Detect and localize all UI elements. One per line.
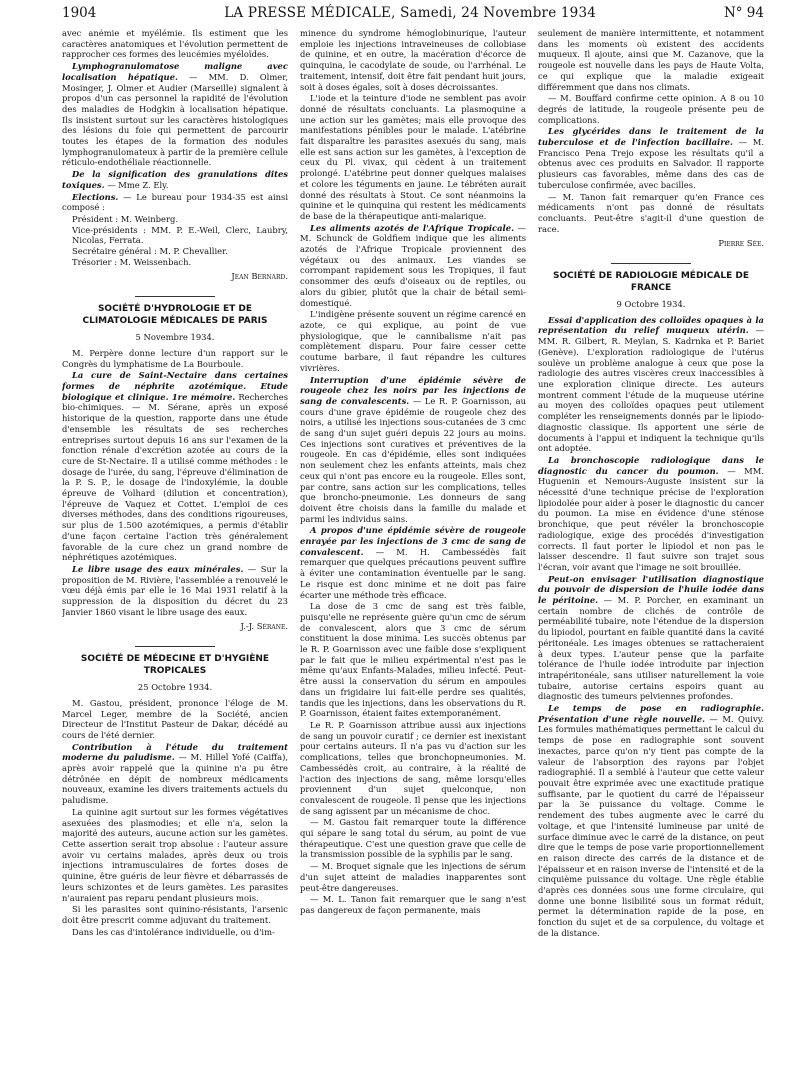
issue-number: N° 94 (723, 5, 764, 21)
article-title: Elections. (72, 191, 119, 202)
article-title: Le libre usage des eaux minérales. (72, 563, 244, 574)
signature: Jean Bernard. (231, 271, 288, 282)
paragraph (300, 525, 526, 600)
page-number: 1904 (62, 5, 97, 21)
paragraph-text: — M. Francisco Pena Trejo expose les résultats qu'il a obtenus avec ces produits en Salvador. Il rapporte plusieurs cas favorables, même dans des cas de tuberculose confirmée, avec bacilles. (538, 137, 764, 190)
paragraph-text: — MM. D. Olmer, Mosinger, J. Olmer et Audier (Marseille) signalent à propos d'un cas personnel la rapidité de l'évolution des maladies de Hodgkin à localisation hépatique. Ils insistent surtout sur les caractères histologiques des lésions du foie qui permettent de parcourir toutes les étapes de la formation des nodules lymphogranulomateux à partir de la première cellule réticulo-endothéliale réactionnelle. (62, 71, 288, 168)
paragraph (62, 564, 288, 618)
paragraph: La dose de 3 cmc de sang est très faible, puisqu'elle ne représente guère qu'un cmc de sérum de convalescent, alors que 3 cmc de sérum constituent la dose minima. Les succès obtenus par le R. P. Goarnisson avec une faible dose s'expliquent par le fait que le milieu expérimental n'est pas le même qu'aux Enfants-Malades, milieu infecté. Peut-être aussi la conservation du sérum en ampoules dans un frigidaire lui fait-elle perdre ses qualités, tandis que les injections, dans les observations du R. P. Goarnisson, étaient faites extemporanément. (300, 601, 526, 719)
paragraph (62, 370, 288, 563)
article-title: La bronchoscopie radiologique dans le diagnostic du cancer du poumon. (538, 454, 764, 476)
article-title: Les aliments azotés de l'Afrique Tropicale. (310, 222, 514, 233)
paragraph-text: — M. Schunck de Goldfiem indique que les aliments azotés de l'Afrique Tropicale proviennent des végétaux ou des animaux. Les viandes se corrompant rapidement sous les Tropiques, il faut consommer des œufs d'oiseaux ou de reptiles, ou alors du gibier, plutôt que la chair de bétail semi-domestiqué. (300, 222, 526, 308)
paragraph-text: — MM. Huguenin et Nemours-Auguste insistent sur la nécessité d'une technique précise de l'exploration lipiodolée pour aider à poser le diagnostic du cancer du poumon. La mise en évidence d'une sténose bronchique, que peut révéler la bronchoscopie radiologique, exige des procédés d'investigation corrects. Il faut porter le lipiodol et non pas le laisser descendre. Il faut suivre son trajet sous l'écran, voir avant que l'image ne soit brouillée. (538, 465, 764, 572)
paragraph: — M. Bouffard confirme cette opinion. A 8 ou 10 degrés de latitude, la rougeole présente peu de complications. (538, 93, 764, 125)
paragraph: — M. L. Tanon fait remarquer que le sang n'est pas dangereux de façon permanente, mais (300, 894, 526, 915)
paragraph: La quinine agit surtout sur les formes végétatives asexuées des plasmodies; et elle n'a, selon la majorité des auteurs, aucune action sur les gamètes. Cette assertion serait trop absolue : l'auteur assure avoir vu certains malades, après deux ou trois injections intramusculaires de fortes doses de quinine, être guéris de leur fièvre et débarrassés de leurs schizontes et de leurs gamètes. Les parasites n'auraient pas reparu pendant plusieurs mois. (62, 806, 288, 903)
paragraph-text: — M. Hillel Yofé (Caiffa), après avoir rappelé que la quinine n'a pu être détrônée en dépit de nombreux médicaments nouveaux, examine les divers traitements actuels du paludisme. (62, 752, 288, 806)
paragraph: Si les parasites sont quinino-résistants, l'arsenic doit être prescrit comme adjuvant du traitement. (62, 904, 288, 925)
paragraph: avec anémie et myélémie. Ils estiment que les caractères anatomiques et l'évolution permettent de rapprocher ces formes des leucémies myéloïdes. (62, 28, 288, 60)
list-item: Vice-présidents : MM. P. E.-Weil, Clerc, Laubry, Nicolas, Ferrata. (72, 224, 288, 246)
article-title: Interruption d'une épidémie sévère de rougeole chez les noirs par les injections de sang de convalescents. (300, 374, 526, 406)
session-date: 25 Octobre 1934. (137, 682, 213, 693)
paragraph-text: — M. H. Cambessédès fait remarquer que quelques précautions peuvent suffire à éviter une contamination éventuelle par le sang. Le risque est donc minime et ne doit pas faire écarter une méthode très efficace. (300, 546, 526, 600)
signature: J.-J. Sérane. (240, 621, 288, 632)
paragraph (538, 126, 764, 190)
paragraph (538, 574, 764, 702)
officers-list (62, 214, 288, 268)
paragraph (300, 375, 526, 525)
paragraph: Le R. P. Goarnisson attribue aussi aux injections de sang un pouvoir curatif ; ce dernier est inexistant pour certains auteurs. Il n'a pas vu d'action sur les complications, telles que bronchopneumonies. M. Cambessédès croit, au contraire, à la réalité de l'action des injections de sang, même lorsqu'elles proviennent d'un sujet quelconque, non convalescent de rougeole. Il pense que les injections de sang agissent par un mécanisme de choc. (300, 720, 526, 816)
paragraph-text: — M. Quivy. Les formules mathématiques permettant le calcul du temps de pose en radiographie sont souvent inexactes, parce qu'on n'y tient pas compte de la valeur de l'absorption des rayons par l'objet radiographié. Il a semblé à l'auteur que cette valeur pouvait être exprimée avec une exactitude pratique suffisante, par le quotient du carré de l'épaisseur par la 3e puissance du voltage. Comme le rendement des tubes augmente avec le carré du voltage, et que l'intensité lumineuse par unité de surface diminue avec le carré de la distance, on peut dire que le temps de pose varie proportionnellement en raison directe des carrés de la distance et de l'épaisseur et en raison inverse de l'intensité et de la cinquième puissance du voltage. Une règle établie d'après ces données sous une forme circulaire, qui donne une bonne lisibilité sous un format réduit, permet la détermination rapide de la pose, en fonction du sujet et de sa corpulence, du voltage et de la distance. (538, 713, 764, 938)
paragraph-text: — Le bureau pour 1934-35 est ainsi composé : (62, 191, 288, 213)
paragraph (62, 192, 288, 213)
list-item: Président : M. Weinberg. (72, 213, 178, 224)
section-heading: SOCIÉTÉ DE RADIOLOGIE MÉDICALE DE FRANCE (538, 263, 764, 294)
section-heading: SOCIÉTÉ DE MÉDECINE ET D'HYGIÈNE TROPICALES (62, 646, 288, 677)
paragraph (538, 455, 764, 573)
paragraph-text: — Sur la proposition de M. Rivière, l'assemblée a renouvelé le vœu déjà émis par elle le 16 Mai 1931 relatif à la suppression de la disposition du décret du 23 Janvier 1860 visant le libre usage des eaux. (62, 563, 288, 617)
paragraph: M. Perpère donne lecture d'un rapport sur le Congrès du lymphatisme de La Bourboule. (62, 347, 288, 369)
article-title: Les glycérides dans le traitement de la tuberculose et de l'infection bacillaire. (538, 126, 764, 148)
paragraph: Dans les cas d'intolérance individuelle, ou d'im- (72, 926, 275, 937)
signature: Pierre Sée. (718, 238, 764, 249)
paragraph (62, 169, 288, 190)
section-heading: SOCIÉTÉ D'HYDROLOGIE ET DE CLIMATOLOGIE MÉDICALES DE PARIS (62, 296, 288, 327)
paragraph-text: — MM. R. Gilbert, R. Meylan, S. Kadrnka et P. Bariet (Genève). L'exploration radiologique de l'utérus soulève un problème analogue à ceux que pose la radiologie des autres viscères creux inaccessibles à une exploration clinique directe. Les auteurs montrent comment l'étude de la muqueuse utérine au moyen des colloïdes opaques peut utilement compléter les renseignements donnés par le lipiodo-diagnostic classique. Ils apportent une série de documents à l'appui et indiquent la technique qu'ils ont adoptée. (538, 325, 764, 454)
paragraph-text: — M. P. Porcher, en examinant un certain nombre de clichés de contrôle de perméabilité tubaire, note l'étendue de la dispersion du lipiodol, pourtant en faible quantité dans la cavité péritonéale. Les images obtenues se rattacheraient à deux types. L'auteur pense que la parfaite tolérance de l'huile iodée introduite par injection intrapéritonéale, sans utiliser naturellement la voie tubaire, autorise certains espoirs quant au diagnostic des tumeurs pelviennes profondes. (538, 595, 764, 702)
session-date: 5 Novembre 1934. (135, 332, 215, 343)
paragraph: seulement de manière intermittente, et notamment dans les moments où existent des accidents muqueux. Il ajoute, ainsi que M. Cazanove, que la rougeole est nouvelle dans les pays de Haute Volta, ce qui explique que la maladie exigeait différemment que dans nos climats. (538, 28, 764, 92)
paragraph: — M. Tanon fait remarquer qu'en France ces médicaments n'ont pas donné de résultats concluants. Peut-être s'agit-il d'une question de race. (538, 191, 764, 234)
article-title: Le temps de pose en radiographie. Présentation d'une règle nouvelle. (538, 703, 764, 724)
article-title: Contribution à l'étude du traitement moderne du paludisme. (62, 741, 288, 763)
column-2 (300, 28, 526, 1076)
article-title: Lymphogranulomatose maligne avec localisation hépatique. (62, 61, 288, 82)
paragraph: minence du syndrome hémoglobinurique, l'auteur emploie les injections intraveineuses de collobiase de quinine, et en outre, la macération d'écorce de quinquina, le cacodylate de soude, ou l'arrhénal. Le traitement, intensif, doit être fait pendant huit jours, soit à doses égales, soit à doses décroissantes. (300, 28, 526, 92)
columns (62, 28, 764, 1076)
paragraph-text: — Le R. P. Goarnisson, au cours d'une grave épidémie de rougeole chez des noirs, a utilisé les injections sous-cutanées de 3 cmc de sang d'un sujet guéri depuis 22 jours au moins. Ces injections sont curatives et préventives de la rougeole. En cas d'épidémie, elles sont indiquées non seulement chez les enfants atteints, mais chez ceux qui n'ont pas encore eu la rougeole. Elles sont, par contre, sans action sur les complications, telles que broncho-pneumonie. Les donneurs de sang doivent être choisis dans la famille du malade et parmi les individus sains. (300, 395, 526, 524)
session-date: 9 Octobre 1934. (616, 299, 686, 310)
article-title: La cure de Saint-Nectaire dans certaines formes de néphrite azotémique. Etude biologique et clinique. 1re mémoire. (62, 370, 288, 402)
paragraph-text: — Mme Z. Ely. (107, 179, 169, 190)
paragraph (62, 742, 288, 806)
paragraph (538, 703, 764, 938)
journal-title: LA PRESSE MÉDICALE, Samedi, 24 Novembre 1934 (224, 5, 597, 21)
article-title: De la signification des granulations dites toxiques. (62, 169, 288, 190)
paragraph (300, 223, 526, 309)
article-title: A propos d'une épidémie sévère de rougeole enrayée par les injections de 3 cmc de sang de convalescent. (300, 525, 526, 557)
page-header (62, 2, 764, 24)
paragraph (538, 315, 764, 454)
column-3 (538, 28, 764, 1076)
list-item: Secrétaire général : M. P. Chevallier. (72, 246, 228, 257)
paragraph: — M. Gastou fait remarquer toute la différence qui sépare le sang total du sérum, au point de vue thérapeutique. C'est une question grave que celle de la transmission possible de la syphilis par le sang. (300, 817, 526, 860)
column-1 (62, 28, 288, 1076)
paragraph (62, 61, 288, 168)
paragraph: M. Gastou, président, prononce l'éloge de M. Marcel Leger, membre de la Société, ancien Directeur de l'Institut Pasteur de Dakar, décédé au cours de l'été dernier. (62, 697, 288, 740)
article-title: Peut-on envisager l'utilisation diagnostique du pouvoir de dispersion de l'huile iodée dans le péritoine. (538, 573, 764, 606)
article-title: Essai d'application des colloïdes opaques à la représentation du relief muqueux utérin. (538, 314, 764, 336)
paragraph-text: Recherches bio-chimiques. — M. Sérane, après un exposé historique de la question, rapporte dans une étude d'ensemble les résultats de ses recherches entreprises surtout depuis 16 ans sur l'examen de la fonction rénale d'excrétion azotée au cours de la cure de St-Nectaire. Il a utilisé comme méthodes : le dosage de l'urée, du sang, l'épreuve d'élimination de la P. S. P., le dosage de l'indoxylémie, la double épreuve de Volhard (dilution et concentration), l'épreuve de Vaquez et Cottet. L'emploi de ces diverses méthodes, dans des conditions rigoureuses, sur plus de 1.500 azotémiques, a permis d'établir d'une façon certaine l'action très généralement favorable de la cure chez un grand nombre de néphrétiques azotémiques. (62, 391, 288, 563)
list-item: Trésorier : M. Weissenbach. (72, 256, 192, 267)
paragraph: — M. Broquet signale que les injections de sérum d'un sujet atteint de maladies inapparentes sont peut-être dangereuses. (300, 861, 526, 893)
paragraph: L'iode et la teinture d'iode ne semblent pas avoir donné de résultats concluants. La plasmoquine a une action sur les gamètes; mais elle provoque des manifestations pénibles pour le malade. L'atébrine fait disparaître les parasites asexués du sang, mais elle est sans action sur les gamètes, à l'exception de ceux du Pl. vivax, qui cèdent à un traitement prolongé. L'atébrine peut donner quelques malaises et colore les téguments en jaune. Le tébréten aurait donné des résultats à Stout. Ce sont néanmoins la quinine et le quinquina qui restent les médicaments de base de la thérapeutique anti-malarique. (300, 93, 526, 221)
paragraph: L'indigène présente souvent un régime carencé en azote, ce qui explique, au point de vue physiologique, que le cannibalisme n'ait pas complètement disparu. Pour faire cesser cette coutume barbare, il faut répandre les cultures vivrières. (300, 309, 526, 373)
